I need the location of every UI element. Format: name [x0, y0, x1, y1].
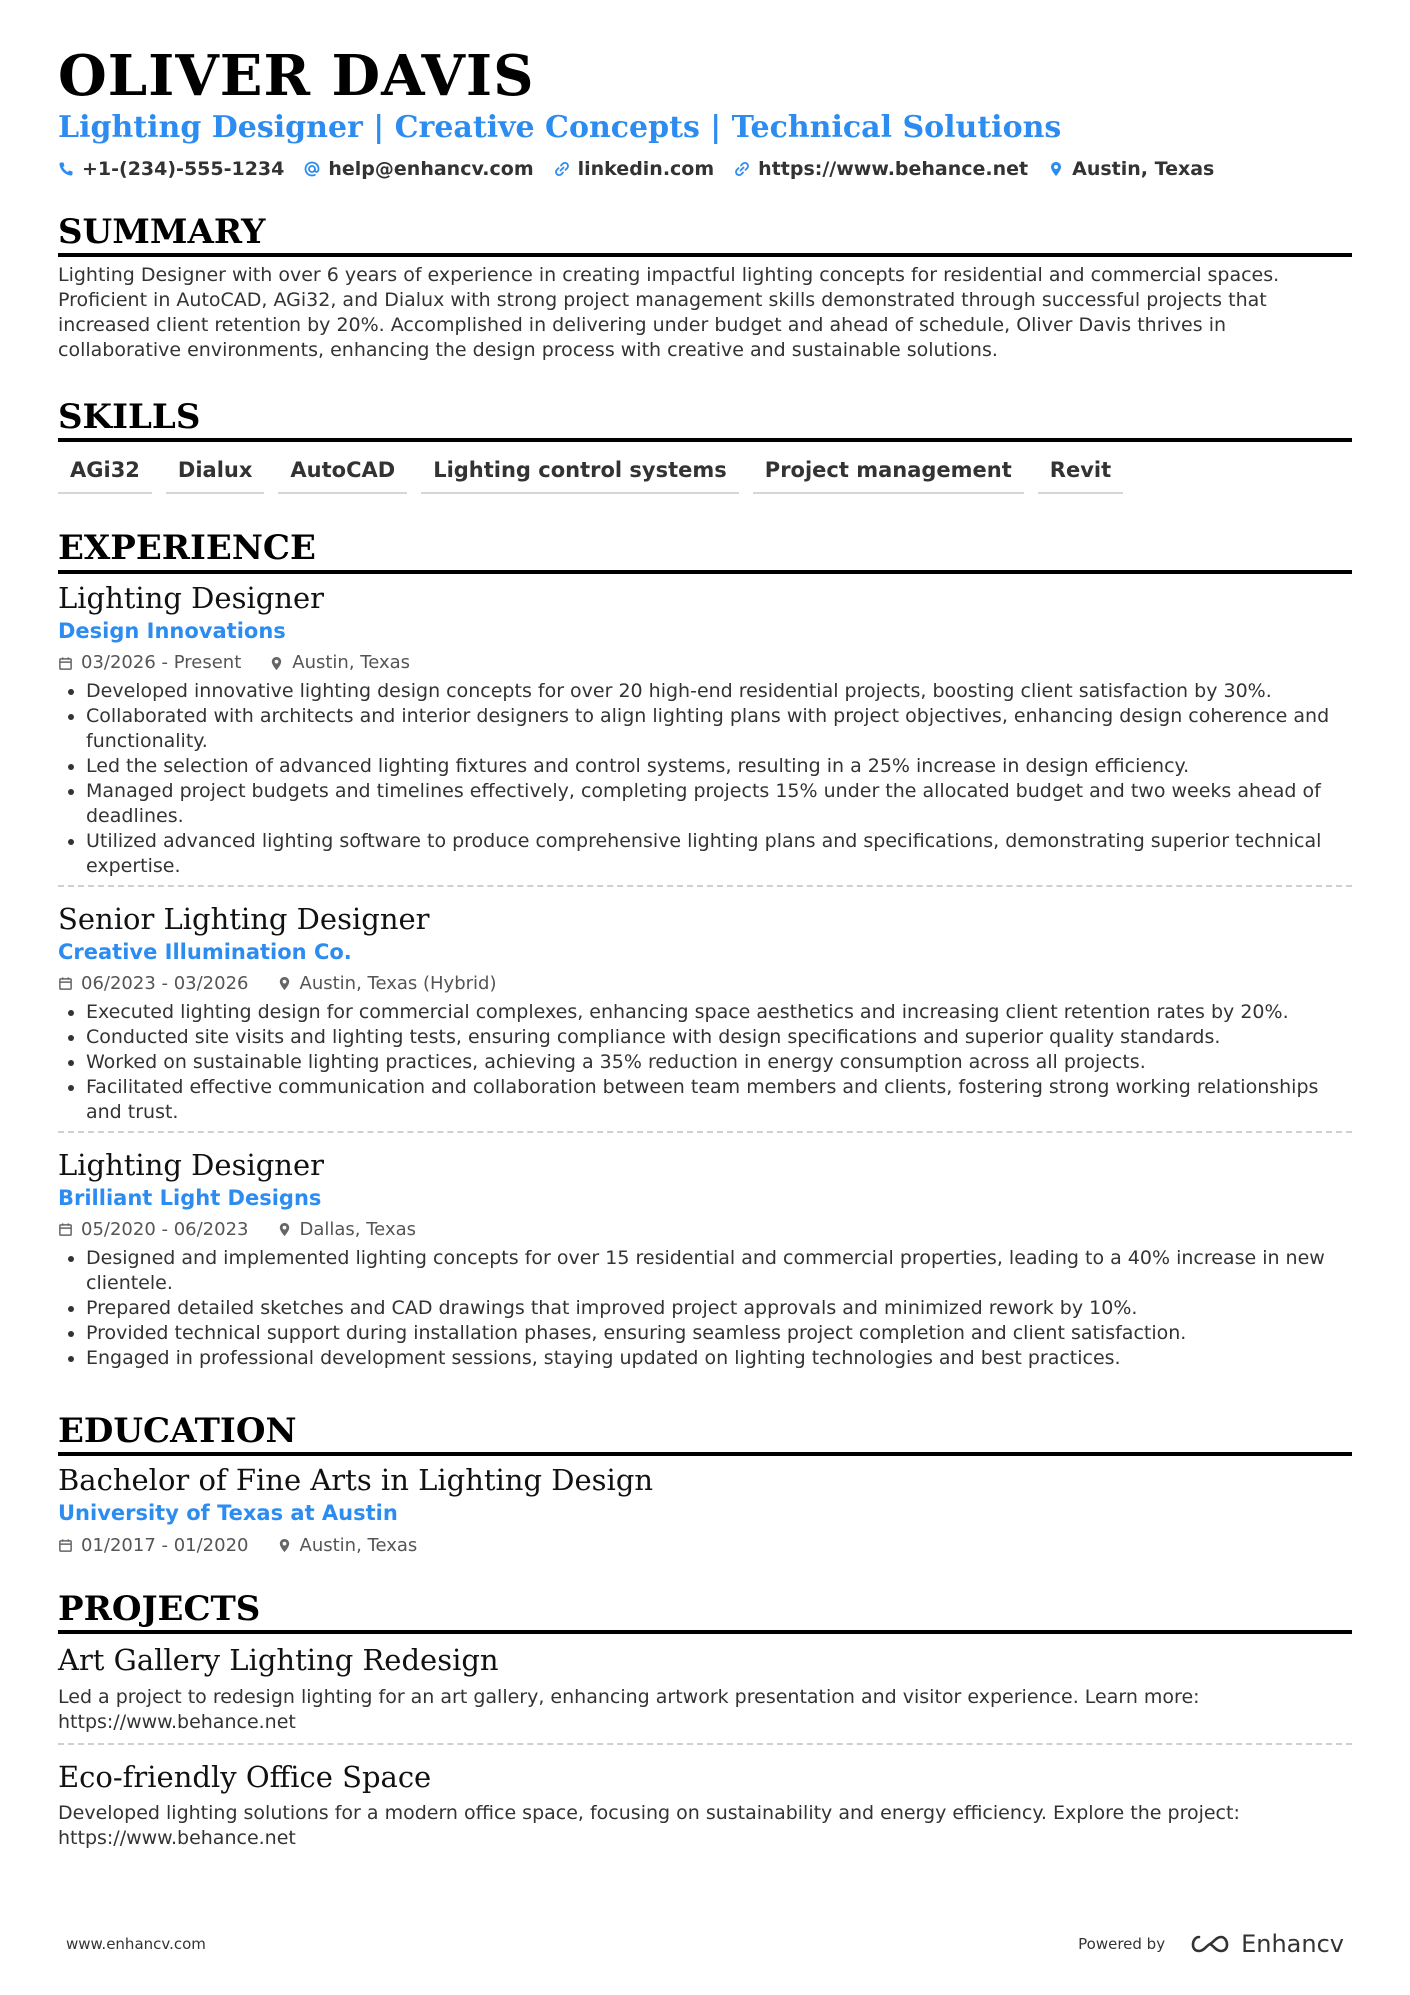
powered-by — [1078, 1930, 1344, 1958]
contact-email-text: help@enhancv.com — [328, 157, 534, 180]
tagline: Lighting Designer | Creative Concepts | Technical Solutions — [58, 109, 1062, 145]
link-icon — [734, 161, 750, 177]
degree-title: Bachelor of Fine Arts in Lighting Design — [58, 1462, 654, 1497]
bullet-item: • Managed project budgets and timelines effectively, completing projects 15% under the allocated budget and two weeks ahead of deadlines. — [86, 779, 1352, 829]
bullet-item: • Collaborated with architects and interior designers to align lighting plans with project objectives, enhancing design coherence and functionality. — [86, 704, 1352, 754]
education-meta — [58, 1534, 1352, 1557]
job-dates — [58, 972, 249, 995]
project-description: Developed lighting solutions for a modern office space, focusing on sustainability and energy efficiency. Explore the project: https://www.behance.net — [58, 1801, 1240, 1849]
experience-entry — [58, 885, 1352, 1131]
project-entry — [58, 1743, 1352, 1859]
education-location — [277, 1534, 418, 1557]
project-title: Art Gallery Lighting Redesign — [58, 1643, 499, 1678]
job-dates — [58, 651, 241, 674]
job-dates-text: 03/2026 - Present — [81, 652, 242, 674]
projects-section — [58, 1588, 1352, 1859]
job-bullets — [58, 1000, 1352, 1125]
resume-page — [58, 0, 1352, 1859]
education-dates-text: 01/2017 - 01/2020 — [81, 1534, 249, 1556]
enhancv-brand-text: Enhancv — [1241, 1930, 1344, 1958]
bullet-item: • Facilitated effective communication and collaboration between team members and clients, fostering strong working relationships and trust. — [86, 1075, 1352, 1125]
location-pin-icon — [269, 656, 284, 671]
bullet-item: • Utilized advanced lighting software to produce comprehensive lighting plans and specifications, demonstrating superior technical expertise. — [86, 829, 1352, 879]
job-location-text: Austin, Texas (Hybrid) — [299, 973, 497, 995]
bullet-item: • Executed lighting design for commercial complexes, enhancing space aesthetics and increasing client retention rates by 20%. — [86, 1000, 1352, 1025]
experience-heading: EXPERIENCE — [58, 530, 1352, 573]
skill-tag: Revit — [1038, 454, 1123, 494]
calendar-icon — [58, 1222, 73, 1237]
education-location-text: Austin, Texas — [299, 1534, 418, 1556]
projects-heading: PROJECTS — [58, 1591, 1352, 1634]
job-dates — [58, 1218, 249, 1241]
experience-section — [58, 530, 1352, 1376]
job-meta — [58, 1218, 1352, 1241]
calendar-icon — [58, 1538, 73, 1553]
location-pin-icon — [277, 1538, 292, 1553]
summary-section — [58, 211, 1352, 363]
summary-heading: SUMMARY — [58, 214, 1352, 257]
bullet-item: • Designed and implemented lighting concepts for over 15 residential and commercial properties, leading to a 40% increase in new clientele. — [86, 1246, 1352, 1296]
job-dates-text: 06/2023 - 03/2026 — [81, 973, 249, 995]
calendar-icon — [58, 976, 73, 991]
job-title: Senior Lighting Designer — [58, 901, 430, 936]
calendar-icon — [58, 656, 73, 671]
summary-text: Lighting Designer with over 6 years of experience in creating impactful lighting concepts for residential and commercial spaces. Proficient in AutoCAD, AGi32, and Dialux with strong project management skills demonstrated through successful projects that increased client retention by 20%. Accomplished in delivering under budget and ahead of schedule, Oliver Davis thrives in collaborative environments, enhancing the design process with creative and sustainable solutions. — [58, 263, 1280, 361]
location-pin-icon — [277, 1222, 292, 1237]
contact-behance[interactable] — [734, 158, 1028, 180]
location-pin-icon — [277, 976, 292, 991]
school-name[interactable]: University of Texas at Austin — [58, 1501, 398, 1526]
project-title: Eco-friendly Office Space — [58, 1759, 432, 1794]
bullet-item: • Developed innovative lighting design concepts for over 20 high-end residential projects, boosting client satisfaction by 30%. — [86, 679, 1352, 704]
job-bullets — [58, 1246, 1352, 1371]
skill-tag: Lighting control systems — [421, 454, 739, 494]
education-dates — [58, 1534, 249, 1557]
skills-section — [58, 396, 1352, 494]
experience-entry — [58, 580, 1352, 885]
enhancv-logo[interactable] — [1187, 1930, 1344, 1958]
skill-tag: Dialux — [166, 454, 265, 494]
contact-location-text: Austin, Texas — [1072, 157, 1215, 180]
education-heading: EDUCATION — [58, 1413, 1352, 1456]
contact-linkedin-text: linkedin.com — [577, 157, 715, 180]
contact-bar — [58, 158, 1352, 180]
education-section — [58, 1410, 1352, 1557]
bullet-item: • Prepared detailed sketches and CAD drawings that improved project approvals and minimized rework by 10%. — [86, 1296, 1352, 1321]
bullet-item: • Conducted site visits and lighting tests, ensuring compliance with design specifications and superior quality standards. — [86, 1025, 1352, 1050]
job-location — [269, 651, 410, 674]
job-location — [277, 1218, 417, 1241]
bullet-item: • Worked on sustainable lighting practices, achieving a 35% reduction in energy consumption across all projects. — [86, 1050, 1352, 1075]
job-location-text: Dallas, Texas — [299, 1219, 416, 1241]
job-title: Lighting Designer — [58, 580, 324, 615]
enhancv-logo-icon — [1187, 1933, 1233, 1955]
candidate-name: OLIVER DAVIS — [58, 43, 535, 109]
footer-website[interactable]: www.enhancv.com — [66, 1935, 206, 1953]
project-description: Led a project to redesign lighting for an art gallery, enhancing artwork presentation and visitor experience. Learn more: https://www.behance.net — [58, 1685, 1200, 1733]
contact-phone[interactable] — [58, 158, 284, 180]
contact-phone-text: +1-(234)-555-1234 — [82, 157, 285, 180]
company-name[interactable]: Brilliant Light Designs — [58, 1185, 322, 1210]
contact-email[interactable] — [304, 158, 533, 180]
job-location-text: Austin, Texas — [292, 652, 411, 674]
company-name[interactable]: Design Innovations — [58, 619, 286, 644]
project-entry — [58, 1642, 1352, 1742]
powered-by-label: Powered by — [1078, 1935, 1166, 1953]
experience-entry — [58, 1131, 1352, 1377]
contact-linkedin[interactable] — [554, 158, 715, 180]
skill-tag: AGi32 — [58, 454, 152, 494]
location-pin-icon — [1048, 161, 1064, 177]
skills-heading: SKILLS — [58, 399, 1352, 442]
at-icon — [304, 161, 320, 177]
skills-list — [58, 454, 1352, 494]
company-name[interactable]: Creative Illumination Co. — [58, 939, 352, 964]
contact-behance-text: https://www.behance.net — [758, 157, 1029, 180]
contact-location — [1048, 158, 1214, 180]
skill-tag: Project management — [753, 454, 1024, 494]
job-meta — [58, 972, 1352, 995]
link-icon — [554, 161, 570, 177]
job-meta — [58, 651, 1352, 674]
job-location — [277, 972, 497, 995]
job-bullets — [58, 679, 1352, 879]
bullet-item: • Provided technical support during installation phases, ensuring seamless project completion and client satisfaction. — [86, 1321, 1352, 1346]
page-footer — [66, 1930, 1344, 1958]
bullet-item: • Led the selection of advanced lighting fixtures and control systems, resulting in a 25% increase in design efficiency. — [86, 754, 1352, 779]
skill-tag: AutoCAD — [278, 454, 407, 494]
job-dates-text: 05/2020 - 06/2023 — [81, 1219, 249, 1241]
job-title: Lighting Designer — [58, 1147, 324, 1182]
bullet-item: • Engaged in professional development sessions, staying updated on lighting technologies and best practices. — [86, 1346, 1352, 1371]
phone-icon — [58, 161, 74, 177]
